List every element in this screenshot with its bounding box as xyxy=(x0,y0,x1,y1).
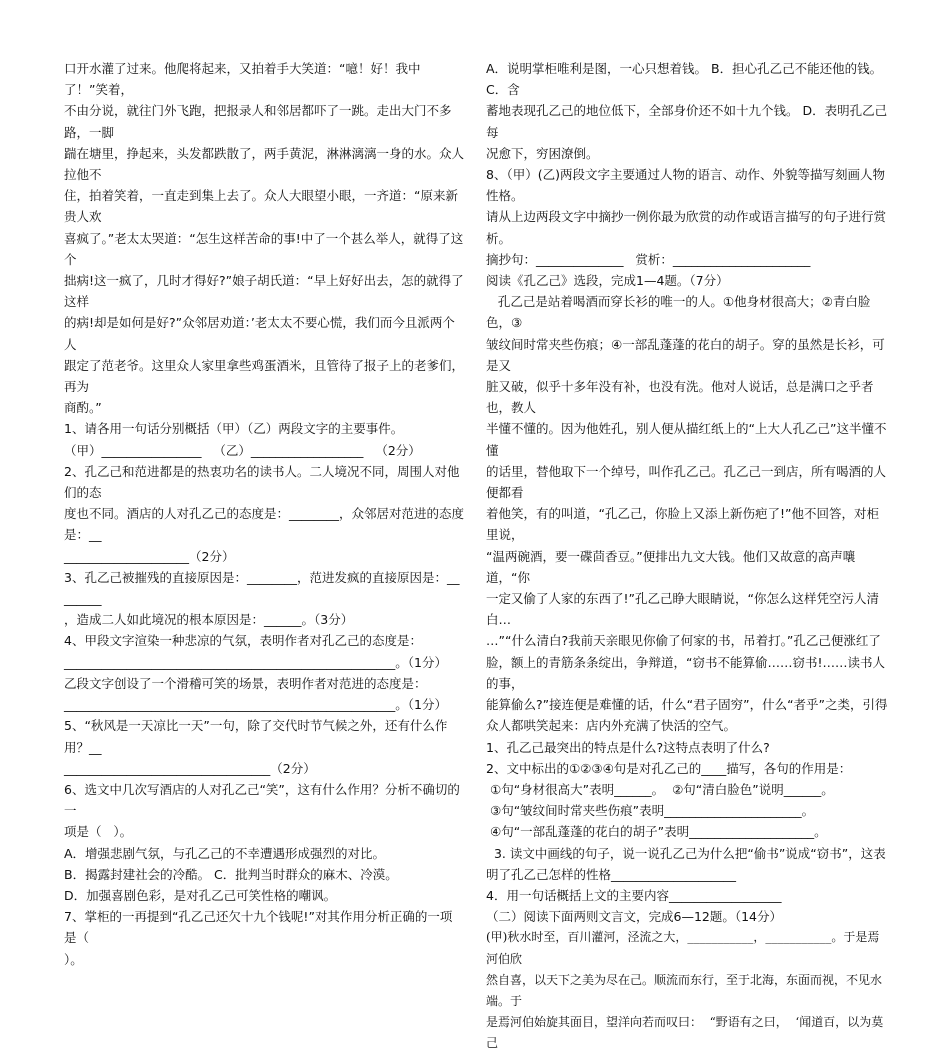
right-text-line: （二）阅读下面两则文言文，完成6—12题。（14分） xyxy=(486,909,783,925)
left-text-line: 的病!却是如何是好?”众邻居劝道：’老太太不要心慌，我们而今且派两个人 xyxy=(64,315,455,352)
left-text-line: 7、掌柜的一再提到“孔乙己还欠十九个钱呢!”对其作用分析正确的一项是（ xyxy=(64,909,453,946)
right-text-line: 然自喜，以天下之美为尽在己。顺流而东行，至于北海，东面而视，不见水端。于 xyxy=(486,972,883,1008)
left-text-line: 6、选文中几次写酒店的人对孔乙己“笑”，这有什么作用？分析不确切的一 xyxy=(64,781,460,819)
right-text-line: 请从上边两段文字中摘抄一例你最为欣赏的动作或语言描写的句子进行赏析。 xyxy=(486,209,887,246)
left-text-line: _____________________________________________________。（1分） xyxy=(64,697,447,713)
right-text-line: 2、文中标出的①②③④句是对孔乙己的____描写，各句的作用是： xyxy=(486,760,852,776)
right-text-line: ③句“皱纹间时常夹些伤痕”表明______________________。 xyxy=(486,803,815,819)
right-text-line: 一定又偷了人家的东西了!”孔乙己睁大眼睛说，“你怎么这样凭空污人清白… xyxy=(486,591,879,628)
left-text-line: 项是（ ）。 xyxy=(64,824,133,840)
right-text-line: 1、孔乙己最突出的特点是什么?这特点表明了什么? xyxy=(486,739,770,755)
left-text-line: 跟定了范老爷。这里众人家里拿些鸡蛋酒米，且管待了报子上的老爹们，再为 xyxy=(64,357,465,395)
right-text-line: (甲)秋水时至，百川灌河，泾流之大，___________，___________。于是焉河伯欣 xyxy=(486,930,880,966)
left-text-line: _____________________________________________________。（1分） xyxy=(64,654,447,670)
right-text-line: ④句“一部乱蓬蓬的花白的胡子”表明____________________。 xyxy=(486,824,827,840)
right-column xyxy=(486,58,888,1055)
left-text-line: 3、孔乙己被摧残的直接原因是：________，范进发疯的直接原因是：________ xyxy=(64,569,460,607)
left-text-line: D．加强喜剧色彩，是对孔乙己可笑性格的嘲讽。 xyxy=(64,887,337,903)
right-text-line: 阅读《孔乙己》选段，完成1—4题。（7分） xyxy=(486,273,729,289)
left-text-line: ____________________（2分） xyxy=(64,548,235,564)
left-text-line: _________________________________（2分） xyxy=(64,760,316,776)
right-text-line: 4．用一句话概括上文的主要内容__________________ xyxy=(486,887,782,903)
right-text-line: ①句“身材很高大”表明______。 ②句“清白脸色”说明______。 xyxy=(486,781,834,797)
right-text-line: 明了孔乙己怎样的性格____________________ xyxy=(486,866,737,882)
right-text-line: “温两碗酒，要一碟茴香豆。”便排出九文大钱。他们又故意的高声嚷道，“你 xyxy=(486,548,856,585)
right-text-line: 摘抄句：______________ 赏析：______________________ xyxy=(486,251,811,267)
left-text-line: 1、请各用一句话分别概括（甲）（乙）两段文字的主要事件。 xyxy=(64,421,404,437)
left-text-line: A．增强悲剧气氛，与孔乙己的不幸遭遇形成强烈的对比。 xyxy=(64,845,386,861)
left-column xyxy=(64,58,464,970)
right-text-line: 8、（甲）(乙)两段文字主要通过人物的语言、动作、外貌等描写刻画人物性格。 xyxy=(486,167,885,204)
left-text-line: 4、甲段文字渲染一种悲凉的气氛，表明作者对孔乙己的态度是： xyxy=(64,633,422,649)
left-text-line: B．揭露封建社会的冷酷。 C．批判当时群众的麻木、冷漠。 xyxy=(64,866,398,882)
right-text-line: 皱纹间时常夹些伤痕；④一部乱蓬蓬的花白的胡子。穿的虽然是长衫，可是又 xyxy=(486,336,885,373)
left-text-line: 度也不同。酒店的人对孔乙己的态度是：________，众邻居对范进的态度是：__ xyxy=(64,506,465,543)
right-text-line: 众人都哄笑起来：店内外充满了快活的空气。 xyxy=(486,718,737,734)
right-text-line: 着他笑，有的叫道，“孔乙己，你脸上又添上新伤疤了!”他不回答，对柜里说， xyxy=(486,506,879,543)
right-text-line: 能算偷么?”接连便是难懂的话，什么“君子固穷”，什么“者乎”之类，引得 xyxy=(486,697,888,713)
right-text-line: 脏又破，似乎十多年没有补，也没有洗。他对人说话，总是满口之乎者也，教人 xyxy=(486,379,874,416)
right-text-line: 况愈下，穷困潦倒。 xyxy=(486,145,599,161)
right-text-line: 蓄地表现孔乙己的地位低下，全部身价还不如十九个钱。 D．表明孔乙己每 xyxy=(486,103,888,140)
left-text-line: 商酌。” xyxy=(64,400,102,416)
left-text-line: 住，拍着笑着，一直走到集上去了。众人大眼望小眼，一齐道：“原来新贵人欢 xyxy=(64,188,458,225)
left-text-line: 2、孔乙己和范进都是的热衷功名的读书人。二人境况不同，周围人对他们的态 xyxy=(64,463,460,501)
left-text-line: 不由分说，就往门外飞跑，把报录人和邻居都吓了一跳。走出大门不多路，一脚 xyxy=(64,103,452,140)
left-text-line: 5、“秋风是一天凉比一天”一句，除了交代时节气候之外，还有什么作用？__ xyxy=(64,718,448,755)
right-text-line: 的话里，替他取下一个绰号，叫作孔乙己。孔乙己一到店，所有喝酒的人便都看 xyxy=(486,463,887,501)
right-text-line: 是焉河伯始旋其面目，望洋向若而叹曰： “野语有之曰， ‘闻道百，以为莫己 xyxy=(486,1015,884,1051)
left-text-line: 拙病!这一疯了，几时才得好?”娘子胡氏道：“早上好好出去，怎的就得了这样 xyxy=(64,273,464,310)
left-text-line: ）。 xyxy=(64,951,83,967)
right-text-line: 脸，额上的青筋条条绽出，争辩道，“窃书不能算偷……窃书!……读书人的事， xyxy=(486,654,885,691)
right-text-line: 孔乙己是站着喝酒而穿长衫的唯一的人。①他身材很高大；②青白脸色，③ xyxy=(486,294,871,331)
right-text-line: 半懂不懂的。因为他姓孔，别人便从描红纸上的“上大人孔乙己”这半懂不懂 xyxy=(486,421,887,458)
left-text-line: ，造成二人如此境况的根本原因是：______。（3分） xyxy=(64,612,354,628)
right-text-line: 3. 读文中画线的句子，说一说孔乙己为什么把“偷书”说成“窃书”，这表 xyxy=(486,845,886,861)
left-text-line: 乙段文字创设了一个滑稽可笑的场景，表明作者对范进的态度是： xyxy=(64,675,427,691)
right-text-line: A．说明掌柜唯利是图，一心只想着钱。 B．担心孔乙己不能还他的钱。 C．含 xyxy=(486,61,887,98)
left-text-line: 口开水灌了过来。他爬将起来，又拍着手大笑道：“噫！好！我中了！”笑着， xyxy=(64,61,421,98)
left-text-line: 喜疯了。”老太太哭道：“怎生这样苦命的事!中了一个甚么举人，就得了这个 xyxy=(64,230,464,267)
right-text-line: …”“什么清白?我前天亲眼见你偷了何家的书，吊着打。”孔乙己便涨红了 xyxy=(486,633,881,649)
left-text-line: 踹在塘里，挣起来，头发都跌散了，两手黄泥，淋淋漓漓一身的水。众人拉他不 xyxy=(64,145,465,183)
left-text-line: （甲）________________ （乙）__________________ （2分） xyxy=(64,442,421,458)
